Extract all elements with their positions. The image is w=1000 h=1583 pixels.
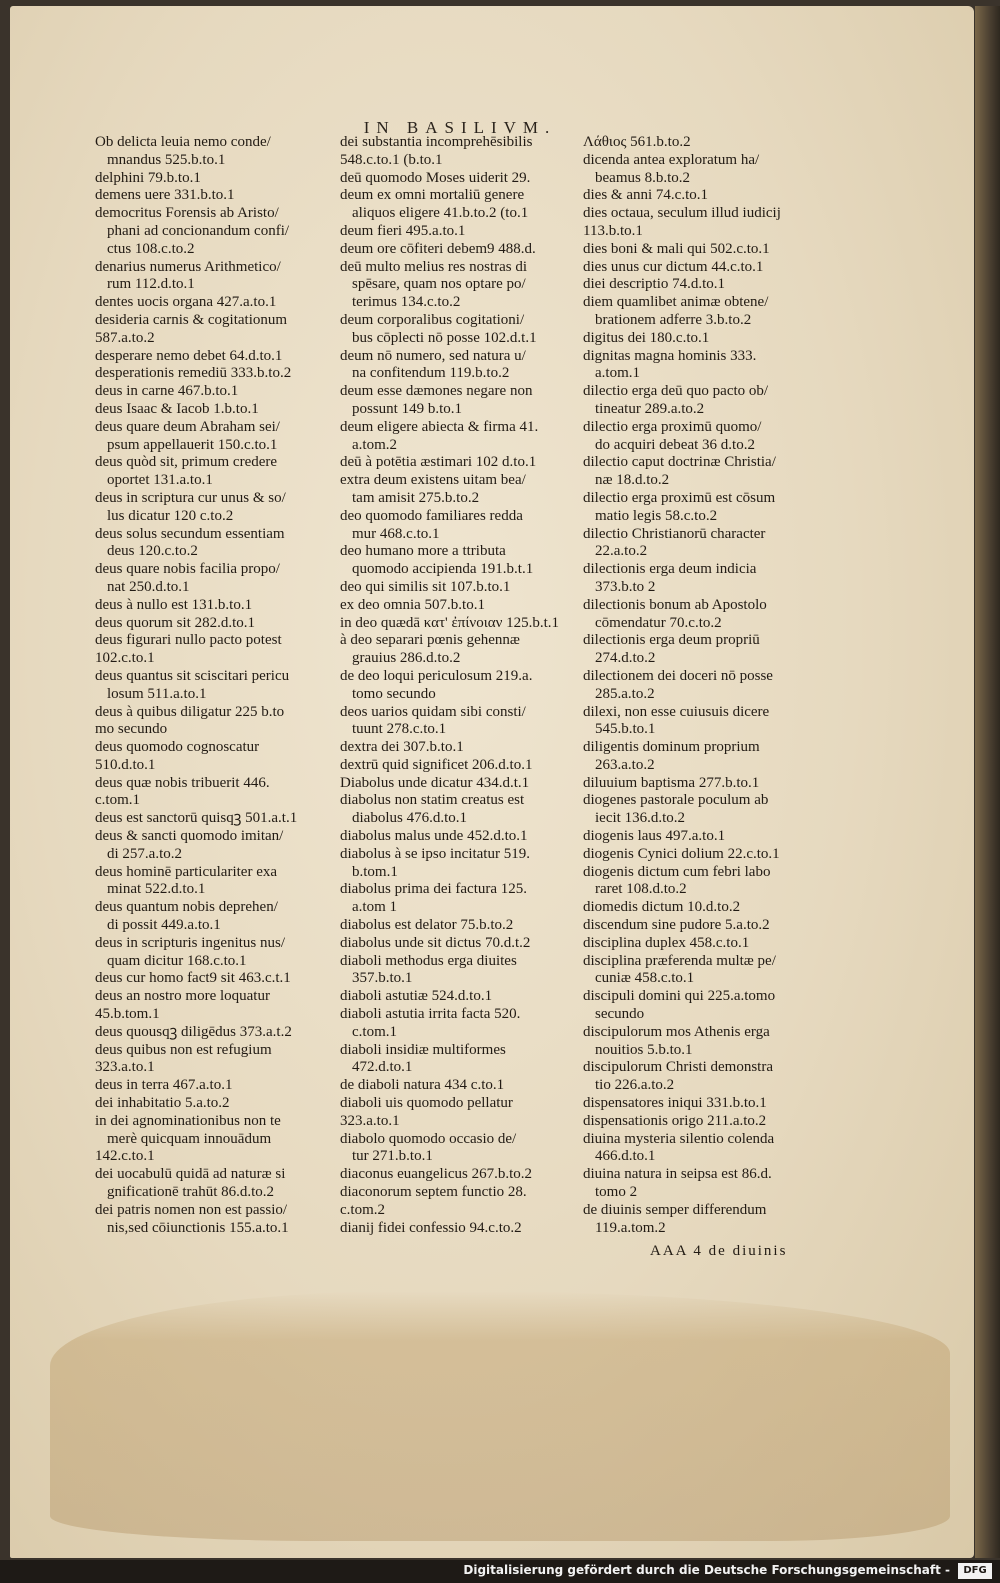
index-entry-line: nouitios 5.b.to.1	[595, 1041, 693, 1058]
index-entry-line: dies unus cur dictum 44.c.to.1	[583, 258, 764, 275]
index-entry-line: dianij fidei confessio 94.c.to.2	[340, 1219, 522, 1236]
index-entry-line: phani ad concionandum confi/	[107, 222, 290, 239]
index-entry-line: in dei agnominationibus non te	[95, 1112, 281, 1129]
index-entry-line: democritus Forensis ab Aristo/	[95, 205, 279, 222]
index-entry-line: deus quomodo cognoscatur	[95, 739, 260, 756]
index-entry-line: dilectionis bonum ab Apostolo	[583, 596, 767, 613]
index-entry-line: 102.c.to.1	[95, 650, 155, 667]
index-entry-line: deus & sancti quomodo imitan/	[95, 828, 284, 845]
index-entry-line: dei substantia incomprehēsibilis	[340, 134, 533, 150]
index-entry-line: diligentis dominum proprium	[583, 739, 760, 756]
index-entry-line: deum eligere abiecta & firma 41.	[340, 418, 539, 435]
index-entry-line: deus quibus non est refugium	[95, 1041, 272, 1058]
index-entry-line: dilectionis erga deum indicia	[583, 561, 757, 578]
index-entry-line: mur 468.c.to.1	[352, 525, 440, 542]
index-entry-line: bus cōplecti nō posse 102.d.t.1	[352, 329, 537, 346]
index-entry-line: deos uarios quidam sibi consti/	[340, 703, 526, 720]
index-entry-line: tomo 2	[595, 1184, 638, 1201]
index-entry-line: diomedis dictum 10.d.to.2	[583, 899, 741, 916]
index-entry-line: deus 120.c.to.2	[107, 543, 198, 560]
index-entry-line: dilectio erga proximū est cōsum	[583, 489, 776, 506]
index-entry-line: deum nō numero, sed natura u/	[340, 347, 526, 364]
index-entry-line: 119.a.tom.2	[595, 1219, 666, 1236]
index-entry-line: næ 18.d.to.2	[595, 472, 670, 489]
index-entry-line: 373.b.to 2	[595, 578, 656, 595]
index-entry-line: desideria carnis & cogitationum	[95, 311, 288, 328]
index-entry-line: matio legis 58.c.to.2	[595, 507, 718, 524]
index-entry-line: à deo separari pœnis gehennæ	[340, 632, 520, 649]
funding-notice: Digitalisierung gefördert durch die Deutsche Forschungsgemeinschaft -	[463, 1563, 950, 1577]
index-entry-line: beamus 8.b.to.2	[595, 169, 690, 186]
index-entry-line: diabolo quomodo occasio de/	[340, 1130, 517, 1147]
index-entry-line: diaconorum septem functio 28.	[340, 1184, 527, 1201]
index-entry-line: deus quare nobis facilia propo/	[95, 561, 280, 578]
index-entry-line: digitus dei 180.c.to.1	[583, 329, 710, 346]
index-entry-line: diabolus à se ipso incitatur 519.	[340, 845, 530, 862]
index-entry-line: diaboli astutiæ 524.d.to.1	[340, 988, 493, 1005]
index-entry-line: dei patris nomen non est passio/	[95, 1201, 288, 1218]
index-entry-line: deus quòd sit, primum credere	[95, 454, 278, 471]
index-entry-line: 472.d.to.1	[352, 1059, 413, 1076]
index-entry-line: 263.a.to.2	[595, 756, 655, 773]
index-entry-line: diem quamlibet animæ obtene/	[583, 294, 769, 311]
index-entry-line: quam dicitur 168.c.to.1	[107, 952, 247, 969]
index-entry-line: grauius 286.d.to.2	[352, 650, 461, 667]
index-entry-line: discipuli domini qui 225.a.tomo	[583, 988, 776, 1005]
index-entry-line: tineatur 289.a.to.2	[595, 400, 705, 417]
index-entry-line: demens uere 331.b.to.1	[95, 187, 235, 204]
index-entry-line: nis,sed cōiunctionis 155.a.to.1	[107, 1219, 289, 1236]
index-entry-line: diabolus non statim creatus est	[340, 792, 525, 809]
index-entry-line: spēsare, quam nos optare po/	[352, 276, 526, 293]
index-entry-line: dispensationis origo 211.a.to.2	[583, 1112, 767, 1129]
index-entry-line: diogenis dictum cum febri labo	[583, 863, 771, 880]
index-entry-line: dignitas magna hominis 333.	[583, 347, 757, 364]
index-entry-line: diaboli methodus erga diuites	[340, 952, 517, 969]
index-entry-line: brationem adferre 3.b.to.2	[595, 311, 752, 328]
index-entry-line: dextra dei 307.b.to.1	[340, 739, 464, 756]
index-entry-line: diabolus unde sit dictus 70.d.t.2	[340, 934, 531, 951]
index-entry-line: diabolus prima dei factura 125.	[340, 881, 528, 898]
index-entry-line: diogenes pastorale poculum ab	[583, 792, 769, 809]
index-entry-line: 22.a.to.2	[595, 543, 648, 560]
index-entry-line: deum esse dæmones negare non	[340, 383, 533, 400]
index-entry-line: merè quicquam innouādum	[107, 1130, 272, 1147]
index-entry-line: lus dicatur 120 c.to.2	[107, 507, 234, 524]
index-entry-line: deum fieri 495.a.to.1	[340, 222, 466, 239]
index-entry-line: diaboli uis quomodo pellatur	[340, 1095, 513, 1112]
index-entry-line: 357.b.to.1	[352, 970, 413, 987]
index-entry-line: secundo	[595, 1006, 645, 1023]
index-entry-line: diuina mysteria silentio colenda	[583, 1130, 775, 1147]
index-entry-line: deus in scripturis ingenitus nus/	[95, 934, 285, 951]
index-entry-line: diuina natura in seipsa est 86.d.	[583, 1166, 772, 1183]
index-entry-line: dentes uocis organa 427.a.to.1	[95, 294, 277, 311]
index-entry-line: diaconus euangelicus 267.b.to.2	[340, 1166, 533, 1183]
index-entry-line: dies & anni 74.c.to.1	[583, 187, 708, 204]
index-entry-line: discipulorum mos Athenis erga	[583, 1023, 770, 1040]
index-entry-line: quomodo accipienda 191.b.t.1	[352, 561, 534, 578]
index-entry-line: deus solus secundum essentiam	[95, 525, 285, 542]
index-entry-line: deus est sanctorū quisqꝫ 501.a.t.1	[95, 810, 298, 827]
index-entry-line: a.tom 1	[352, 899, 397, 916]
index-entry-line: extra deum existens uitam bea/	[340, 472, 526, 489]
index-entry-line: deum ex omni mortaliū genere	[340, 187, 525, 204]
index-entry-line: deus figurari nullo pacto potest	[95, 632, 282, 649]
index-entry-line: minat 522.d.to.1	[107, 881, 206, 898]
index-entry-line: dilexi, non esse cuiusuis dicere	[583, 703, 770, 720]
index-entry-line: b.tom.1	[352, 863, 398, 880]
index-entry-line: ex deo omnia 507.b.to.1	[340, 596, 485, 613]
index-entry-line: tomo secundo	[352, 685, 436, 702]
index-entry-line: c.tom.1	[95, 792, 140, 809]
index-entry-line: c.tom.1	[352, 1023, 397, 1040]
index-entry-line: deū à potētia æstimari 102 d.to.1	[340, 454, 537, 471]
index-entry-line: 510.d.to.1	[95, 756, 156, 773]
index-entry-line: deo quomodo familiares redda	[340, 507, 523, 524]
index-entry-line: desperationis remediū 333.b.to.2	[95, 365, 292, 382]
index-entry-line: ctus 108.c.to.2	[107, 240, 195, 257]
index-entry-line: 548.c.to.1 (b.to.1	[340, 151, 443, 168]
index-entry-line: deus hominē particulariter exa	[95, 863, 278, 880]
index-entry-line: desperare nemo debet 64.d.to.1	[95, 347, 283, 364]
index-entry-line: discipulorum Christi demonstra	[583, 1059, 773, 1076]
index-entry-line: dilectio caput doctrinæ Christia/	[583, 454, 776, 471]
index-entry-line: deus quousqꝫ diligēdus 373.a.t.2	[95, 1023, 292, 1040]
index-entry-line: 587.a.to.2	[95, 329, 155, 346]
index-entry-line: deū quomodo Moses uiderit 29.	[340, 169, 531, 186]
index-entry-line: dilectionem dei doceri nō posse	[583, 667, 773, 684]
index-entry-line: 466.d.to.1	[595, 1148, 656, 1165]
index-entry-line: dicenda antea exploratum ha/	[583, 151, 760, 168]
index-entry-line: de diaboli natura 434 c.to.1	[340, 1077, 505, 1094]
index-entry-line: denarius numerus Arithmetico/	[95, 258, 281, 275]
index-entry-line: raret 108.d.to.2	[595, 881, 687, 898]
index-entry-line: psum appellauerit 150.c.to.1	[107, 436, 278, 453]
index-entry-line: diabolus 476.d.to.1	[352, 810, 467, 827]
index-entry-line: 274.d.to.2	[595, 650, 656, 667]
index-entry-line: Diabolus unde dicatur 434.d.t.1	[340, 774, 530, 791]
index-entry-line: Λάθιος 561.b.to.2	[583, 134, 691, 150]
index-entry-line: di 257.a.to.2	[107, 845, 182, 862]
index-entry-line: deus quantum nobis deprehen/	[95, 899, 278, 916]
index-entry-line: dies boni & mali qui 502.c.to.1	[583, 240, 770, 257]
dfg-logo: DFG	[958, 1563, 992, 1579]
index-entry-line: losum 511.a.to.1	[107, 685, 207, 702]
running-head: IN BASILIVM.	[363, 118, 557, 137]
index-entry-line: deus Isaac & Iacob 1.b.to.1	[95, 400, 259, 417]
index-column-1	[95, 134, 340, 1237]
water-stain	[50, 1291, 950, 1541]
index-entry-line: a.tom.2	[352, 436, 397, 453]
index-entry-line: terimus 134.c.to.2	[352, 294, 461, 311]
index-entry-line: dei uocabulū quidā ad naturæ si	[95, 1166, 286, 1183]
index-entry-line: 142.c.to.1	[95, 1148, 155, 1165]
index-entry-line: diaboli astutia irrita facta 520.	[340, 1006, 521, 1023]
index-entry-line: rum 112.d.to.1	[107, 276, 195, 293]
index-entry-line: oportet 131.a.to.1	[107, 472, 213, 489]
index-entry-line: diabolus malus unde 452.d.to.1	[340, 828, 528, 845]
index-entry-line: Ob delicta leuia nemo conde/	[95, 134, 271, 150]
index-entry-line: deus in carne 467.b.to.1	[95, 383, 239, 400]
index-entry-line: deus quæ nobis tribuerit 446.	[95, 774, 270, 791]
index-entry-line: di possit 449.a.to.1	[107, 917, 221, 934]
index-entry-line: deum corporalibus cogitationi/	[340, 311, 525, 328]
index-entry-line: discendum sine pudore 5.a.to.2	[583, 917, 770, 934]
index-entry-line: possunt 149 b.to.1	[352, 400, 463, 417]
index-entry-line: cōmendatur 70.c.to.2	[595, 614, 722, 631]
index-entry-line: de diuinis semper differendum	[583, 1201, 767, 1218]
index-entry-line: 285.a.to.2	[595, 685, 655, 702]
index-entry-line: delphini 79.b.to.1	[95, 169, 201, 186]
index-entry-line: deus in terra 467.a.to.1	[95, 1077, 233, 1094]
index-entry-line: 323.a.to.1	[340, 1112, 400, 1129]
index-entry-line: diogenis Cynici dolium 22.c.to.1	[583, 845, 780, 862]
index-entry-line: deus quare deum Abraham sei/	[95, 418, 280, 435]
index-entry-line: diei descriptio 74.d.to.1	[583, 276, 726, 293]
index-entry-line: cuniæ 458.c.to.1	[595, 970, 695, 987]
index-entry-line: na confitendum 119.b.to.2	[352, 365, 510, 382]
index-entry-line: disciplina præferenda multæ pe/	[583, 952, 776, 969]
index-entry-line: iecit 136.d.to.2	[595, 810, 685, 827]
index-entry-line: 323.a.to.1	[95, 1059, 155, 1076]
index-entry-line: disciplina duplex 458.c.to.1	[583, 934, 750, 951]
index-entry-line: deus quantus sit sciscitari pericu	[95, 667, 290, 684]
index-entry-line: dilectionis erga deum propriū	[583, 632, 760, 649]
index-entry-line: tio 226.a.to.2	[595, 1077, 675, 1094]
index-entry-line: deus à nullo est 131.b.to.1	[95, 596, 253, 613]
index-entry-line: diabolus est delator 75.b.to.2	[340, 917, 514, 934]
index-entry-line: deus à quibus diligatur 225 b.to	[95, 703, 285, 720]
index-entry-line: do acquiri debeat 36 d.to.2	[595, 436, 755, 453]
index-entry-line: deū multo melius res nostras di	[340, 258, 528, 275]
index-entry-line: tuunt 278.c.to.1	[352, 721, 447, 738]
index-entry-line: 113.b.to.1	[583, 222, 643, 239]
index-entry-line: dei inhabitatio 5.a.to.2	[95, 1095, 230, 1112]
index-entry-line: c.tom.2	[340, 1201, 385, 1218]
index-entry-line: a.tom.1	[595, 365, 640, 382]
index-entry-line: dilectio Christianorū character	[583, 525, 766, 542]
index-entry-line: nat 250.d.to.1	[107, 578, 190, 595]
index-column-3	[583, 134, 828, 1237]
index-entry-line: deus quorum sit 282.d.to.1	[95, 614, 255, 631]
index-entry-line: dilectio erga deū quo pacto ob/	[583, 383, 769, 400]
index-entry-line: aliquos eligere 41.b.to.2 (to.1	[352, 205, 529, 222]
index-entry-line: 545.b.to.1	[595, 721, 656, 738]
index-entry-line: dispensatores iniqui 331.b.to.1	[583, 1095, 767, 1112]
index-entry-line: in deo quædā κατ' ἐπίνοιαν 125.b.t.1	[340, 614, 560, 631]
index-entry-line: diaboli insidiæ multiformes	[340, 1041, 506, 1058]
index-entry-line: mnandus 525.b.to.1	[107, 151, 226, 168]
index-entry-line: dies octaua, seculum illud iudicij	[583, 205, 781, 222]
index-entry-line: 45.b.tom.1	[95, 1006, 160, 1023]
index-entry-line: deus cur homo fact9 sit 463.c.t.1	[95, 970, 291, 987]
index-entry-line: deus an nostro more loquatur	[95, 988, 270, 1005]
index-entry-line: diogenis laus 497.a.to.1	[583, 828, 726, 845]
index-entry-line: mo secundo	[95, 721, 168, 738]
signature-mark: AAA 4 de diuinis	[650, 1243, 788, 1259]
index-entry-line: de deo loqui periculosum 219.a.	[340, 667, 533, 684]
index-entry-line: tam amisit 275.b.to.2	[352, 489, 480, 506]
index-entry-line: gnificationē trahūt 86.d.to.2	[107, 1184, 275, 1201]
index-entry-line: tur 271.b.to.1	[352, 1148, 433, 1165]
index-entry-line: deo qui similis sit 107.b.to.1	[340, 578, 511, 595]
index-entry-line: deo humano more a ttributa	[340, 543, 506, 560]
page-edge-shadow	[975, 6, 1000, 1558]
index-column-2	[340, 134, 585, 1237]
index-entry-line: deum ore cōfiteri debem9 488.d.	[340, 240, 536, 257]
index-entry-line: dextrū quid significet 206.d.to.1	[340, 756, 533, 773]
index-entry-line: dilectio erga proximū quomo/	[583, 418, 762, 435]
index-entry-line: diluuium baptisma 277.b.to.1	[583, 774, 760, 791]
index-entry-line: deus in scriptura cur unus & so/	[95, 489, 286, 506]
